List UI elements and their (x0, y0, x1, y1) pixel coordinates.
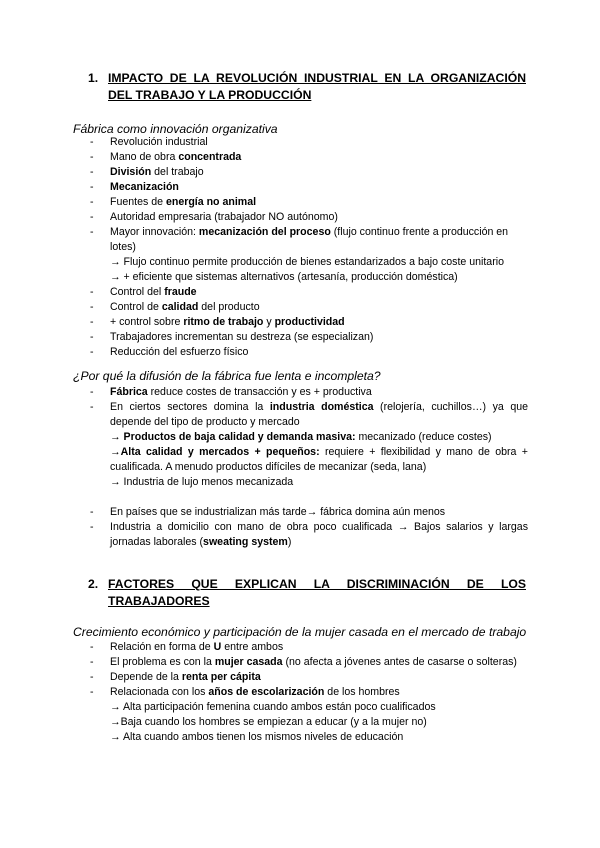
sub-item: → + eficiente que sistemas alternativos (artesanía, producción doméstica) (110, 271, 458, 283)
list-item: - En países que se industrializan más tarde→ fábrica domina aún menos (90, 505, 528, 520)
list-item: - Control de calidad del producto (90, 300, 528, 315)
subsection-difusion-title: ¿Por qué la difusión de la fábrica fue lenta e incompleta? (73, 369, 381, 383)
section-1-title-line-1: IMPACTO DE LA REVOLUCIÓN INDUSTRIAL EN LA ORGANIZACIÓN (108, 71, 526, 85)
sub-item: → Industria de lujo menos mecanizada (110, 476, 294, 488)
list-item: - Depende de la renta per cápita (90, 670, 528, 685)
section-2-title-line-2: TRABAJADORES (108, 594, 210, 608)
list-item: - En ciertos sectores domina la industria doméstica (relojería, cuchillos…) ya que depende del tipo de producto y mercado (90, 400, 528, 430)
section-2-number: 2. (88, 577, 99, 591)
list-item: - Mano de obra concentrada (90, 150, 528, 165)
sub-item: → Alta cuando ambos tienen los mismos niveles de educación (110, 731, 404, 743)
sub-item: → Alta participación femenina cuando ambos están poco cualificados (110, 701, 436, 713)
section-1-title-line-2: DEL TRABAJO Y LA PRODUCCIÓN (108, 88, 312, 102)
list-item: - Trabajadores incrementan su destreza (se especializan) (90, 330, 528, 345)
subsection-fabrica-list (90, 135, 528, 360)
list-item: - + control sobre ritmo de trabajo y productividad (90, 315, 528, 330)
subsection-difusion-list (90, 385, 528, 550)
list-item: - Control del fraude (90, 285, 528, 300)
list-item: - División del trabajo (90, 165, 528, 180)
sub-item: →Baja cuando los hombres se empiezan a educar (y a la mujer no) (110, 716, 427, 728)
subsection-crecimiento-list (90, 640, 528, 745)
list-item: - Industria a domicilio con mano de obra poco cualificada → Bajos salarios y largas jornadas laborales (sweating system) (90, 520, 528, 550)
list-item: - Revolución industrial (90, 135, 528, 150)
sub-item: → Flujo continuo permite producción de bienes estandarizados a bajo coste unitario (110, 256, 504, 268)
section-1-heading (90, 70, 526, 104)
list-item: - Mecanización (90, 180, 528, 195)
list-item: - Fuentes de energía no animal (90, 195, 528, 210)
sub-item: →Alta calidad y mercados + pequeños: requiere + flexibilidad y mano de obra + cualificada. A menudo productos difíciles de mecanizar (seda, lana) (110, 446, 528, 473)
list-item: - Autoridad empresaria (trabajador NO autónomo) (90, 210, 528, 225)
list-item: - Relacionada con los años de escolarización de los hombres (90, 685, 528, 700)
subsection-crecimiento-title: Crecimiento económico y participación de la mujer casada en el mercado de trabajo (73, 625, 527, 639)
list-item: - Fábrica reduce costes de transacción y es + productiva (90, 385, 528, 400)
list-item: - Reducción del esfuerzo físico (90, 345, 528, 360)
list-item: - El problema es con la mujer casada (no afecta a jóvenes antes de casarse o solteras) (90, 655, 528, 670)
section-1-number: 1. (88, 71, 99, 85)
sub-item: → Productos de baja calidad y demanda masiva: mecanizado (reduce costes) (110, 431, 492, 443)
subsection-fabrica-title: Fábrica como innovación organizativa (73, 122, 278, 136)
section-2-title-line-1: FACTORES QUE EXPLICAN LA DISCRIMINACIÓN DE LOS (108, 577, 526, 591)
list-item: - Mayor innovación: mecanización del proceso (flujo continuo frente a producción en lotes) (90, 225, 528, 255)
section-2-heading (90, 576, 526, 610)
list-item: - Relación en forma de U entre ambos (90, 640, 528, 655)
